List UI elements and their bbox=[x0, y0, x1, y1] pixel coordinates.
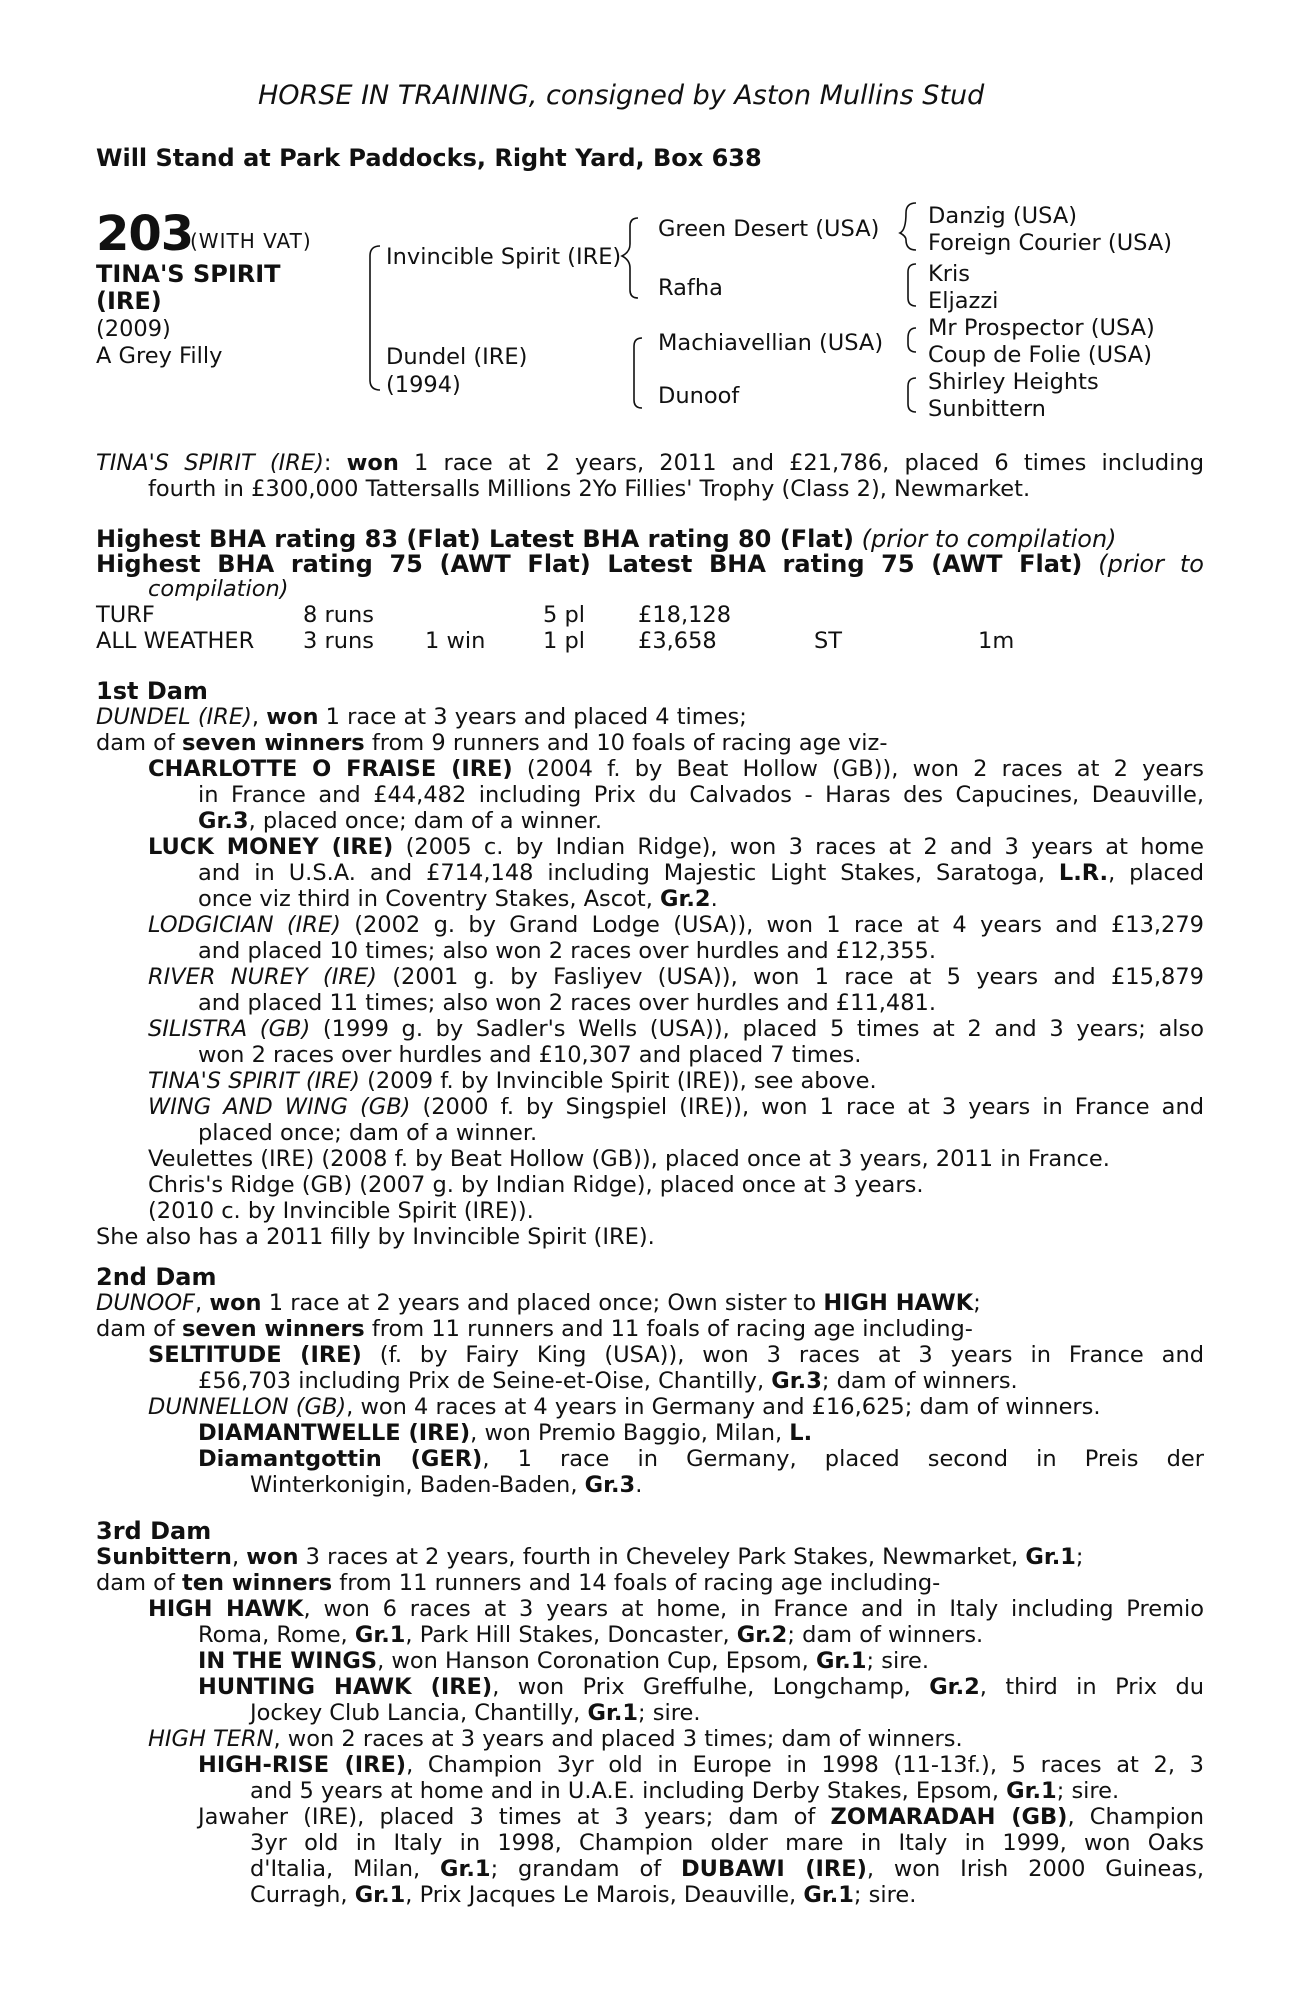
second-dam-line: £56,703 including Prix de Seine-et-Oise, Chantilly, Gr.3; dam of winners. bbox=[198, 1368, 1018, 1394]
page-title: HORSE IN TRAINING, consigned by Aston Mullins Stud bbox=[258, 80, 985, 111]
first-dam-line: once viz third in Coventry Stakes, Ascot, Gr.2. bbox=[198, 886, 718, 912]
pedigree-dsd: Coup de Folie (USA) bbox=[928, 342, 1152, 368]
stats-aw-placed: 1 pl bbox=[543, 628, 586, 654]
stats-aw-runs: 3 runs bbox=[303, 628, 374, 654]
second-dam-line: Diamantgottin (GER), 1 race in Germany, placed second in Preis der bbox=[198, 1446, 1205, 1472]
first-dam-line: (2010 c. by Invincible Spirit (IRE)). bbox=[148, 1198, 534, 1224]
stats-aw-distance: 1m bbox=[978, 628, 1015, 654]
pedigree-dam-dam: Dunoof bbox=[658, 383, 740, 409]
pedigree-sire: Invincible Spirit (IRE) bbox=[386, 244, 622, 270]
pedigree-dam: Dundel (IRE) bbox=[386, 344, 528, 370]
second-dam-line: DIAMANTWELLE (IRE), won Premio Baggio, Milan, L. bbox=[198, 1420, 813, 1446]
first-dam-line: and placed 10 times; also won 2 races over hurdles and £12,355. bbox=[198, 938, 937, 964]
second-dam-heading: 2nd Dam bbox=[96, 1263, 217, 1291]
summary-line-2: fourth in £300,000 Tattersalls Millions 2Yo Fillies' Trophy (Class 2), Newmarket. bbox=[148, 476, 1031, 502]
stats-turf-runs: 8 runs bbox=[303, 602, 374, 628]
first-dam-line: DUNDEL (IRE), won 1 race at 3 years and placed 4 times; bbox=[96, 704, 747, 730]
second-dam-line: DUNOOF, won 1 race at 2 years and placed once; Own sister to HIGH HAWK; bbox=[96, 1290, 981, 1316]
lot-number: 203 bbox=[96, 206, 194, 262]
first-dam-heading: 1st Dam bbox=[96, 677, 208, 705]
pedigree-sire-dam: Rafha bbox=[658, 275, 723, 301]
first-dam-line: Chris's Ridge (GB) (2007 g. by Indian Ridge), placed once at 3 years. bbox=[148, 1172, 924, 1198]
third-dam-line: HIGH TERN, won 2 races at 3 years and placed 3 times; dam of winners. bbox=[148, 1726, 963, 1752]
third-dam-line: Curragh, Gr.1, Prix Jacques Le Marois, Deauville, Gr.1; sire. bbox=[250, 1882, 917, 1908]
second-dam-line: DUNNELLON (GB), won 4 races at 4 years in Germany and £16,625; dam of winners. bbox=[148, 1394, 1101, 1420]
third-dam-line: HUNTING HAWK (IRE), won Prix Greffulhe, Longchamp, Gr.2, third in Prix du bbox=[198, 1674, 1204, 1700]
second-dam-line: dam of seven winners from 11 runners and 11 foals of racing age including- bbox=[96, 1316, 973, 1342]
stats-turf-surface: TURF bbox=[96, 602, 155, 628]
third-dam-line: HIGH-RISE (IRE), Champion 3yr old in Europe in 1998 (11-13f.), 5 races at 2, 3 bbox=[198, 1752, 1205, 1778]
stats-aw-wins: 1 win bbox=[425, 628, 486, 654]
pedigree-sire-sire: Green Desert (USA) bbox=[658, 216, 880, 242]
third-dam-line: Jockey Club Lancia, Chantilly, Gr.1; sire. bbox=[250, 1700, 701, 1726]
first-dam-line: Gr.3, placed once; dam of a winner. bbox=[198, 808, 603, 834]
first-dam-line: SILISTRA (GB) (1999 g. by Sadler's Wells (USA)), placed 5 times at 2 and 3 years; also bbox=[148, 1016, 1204, 1042]
first-dam-line: and in U.S.A. and £714,148 including Majestic Light Stakes, Saratoga, L.R., placed bbox=[198, 860, 1204, 886]
first-dam-line: CHARLOTTE O FRAISE (IRE) (2004 f. by Beat Hollow (GB)), won 2 races at 2 years bbox=[148, 756, 1204, 782]
pedigree-dam-year: (1994) bbox=[386, 372, 461, 398]
first-dam-line: LUCK MONEY (IRE) (2005 c. by Indian Ridge), won 3 races at 2 and 3 years at home bbox=[148, 834, 1204, 860]
first-dam-line: WING AND WING (GB) (2000 f. by Singspiel (IRE)), won 1 race at 3 years in France and bbox=[148, 1094, 1204, 1120]
first-dam-line: placed once; dam of a winner. bbox=[198, 1120, 538, 1146]
third-dam-line: dam of ten winners from 11 runners and 14 foals of racing age including- bbox=[96, 1570, 941, 1596]
pedigree-sss: Danzig (USA) bbox=[928, 203, 1077, 229]
birth-year: (2009) bbox=[96, 316, 171, 342]
first-dam-line: in France and £44,482 including Prix du Calvados - Haras des Capucines, Deauville, bbox=[198, 782, 1204, 808]
third-dam-line: 3yr old in Italy in 1998, Champion older mare in Italy in 1999, won Oaks bbox=[250, 1830, 1204, 1856]
first-dam-line: TINA'S SPIRIT (IRE) (2009 f. by Invincible Spirit (IRE)), see above. bbox=[148, 1068, 877, 1094]
stand-location: Will Stand at Park Paddocks, Right Yard, Box 638 bbox=[96, 144, 762, 172]
pedigree-ddd: Sunbittern bbox=[928, 396, 1046, 422]
third-dam-line: IN THE WINGS, won Hanson Coronation Cup, Epsom, Gr.1; sire. bbox=[198, 1648, 929, 1674]
pedigree-sdd: Eljazzi bbox=[928, 288, 999, 314]
pedigree-ssd: Foreign Courier (USA) bbox=[928, 230, 1173, 256]
rating-awt-note: compilation) bbox=[148, 576, 289, 602]
third-dam-line: d'Italia, Milan, Gr.1; grandam of DUBAWI (IRE), won Irish 2000 Guineas, bbox=[250, 1856, 1205, 1882]
second-dam-line: Winterkonigin, Baden-Baden, Gr.3. bbox=[250, 1472, 643, 1498]
first-dam-line: RIVER NUREY (IRE) (2001 g. by Fasliyev (USA)), won 1 race at 5 years and £15,879 bbox=[148, 964, 1204, 990]
first-dam-line: dam of seven winners from 9 runners and 10 foals of racing age viz- bbox=[96, 730, 888, 756]
third-dam-line: Sunbittern, won 3 races at 2 years, fourth in Cheveley Park Stakes, Newmarket, Gr.1; bbox=[96, 1544, 1084, 1570]
rating-awt: Highest BHA rating 75 (AWT Flat) Latest BHA rating 75 (AWT Flat) (prior to bbox=[96, 550, 1204, 578]
vat-note: (WITH VAT) bbox=[190, 229, 312, 253]
stats-aw-prize: £3,658 bbox=[638, 628, 717, 654]
second-dam-line: SELTITUDE (IRE) (f. by Fairy King (USA)), won 3 races at 3 years in France and bbox=[148, 1342, 1204, 1368]
first-dam-line: LODGICIAN (IRE) (2002 g. by Grand Lodge (USA)), won 1 race at 4 years and £13,279 bbox=[148, 912, 1204, 938]
third-dam-line: and 5 years at home and in U.A.E. including Derby Stakes, Epsom, Gr.1; sire. bbox=[250, 1778, 1120, 1804]
first-dam-line: Veulettes (IRE) (2008 f. by Beat Hollow (GB)), placed once at 3 years, 2011 in France. bbox=[148, 1146, 1110, 1172]
third-dam-line: HIGH HAWK, won 6 races at 3 years at home, in France and in Italy including Premio bbox=[148, 1596, 1205, 1622]
horse-origin: (IRE) bbox=[96, 287, 162, 315]
stats-turf-prize: £18,128 bbox=[638, 602, 732, 628]
pedigree-sds: Kris bbox=[928, 261, 970, 287]
stats-turf-placed: 5 pl bbox=[543, 602, 586, 628]
horse-description: A Grey Filly bbox=[96, 343, 223, 369]
third-dam-heading: 3rd Dam bbox=[96, 1517, 212, 1545]
third-dam-line: Jawaher (IRE), placed 3 times at 3 years; dam of ZOMARADAH (GB), Champion bbox=[198, 1804, 1204, 1830]
first-dam-line: She also has a 2011 filly by Invincible Spirit (IRE). bbox=[96, 1224, 655, 1250]
summary-line-1: TINA'S SPIRIT (IRE): won 1 race at 2 years, 2011 and £21,786, placed 6 times including bbox=[96, 450, 1205, 476]
rating-flat: Highest BHA rating 83 (Flat) Latest BHA rating 80 (Flat) (prior to compilation) bbox=[96, 525, 1117, 553]
pedigree-dam-sire: Machiavellian (USA) bbox=[658, 330, 884, 356]
first-dam-line: won 2 races over hurdles and £10,307 and placed 7 times. bbox=[198, 1042, 862, 1068]
pedigree-dds: Shirley Heights bbox=[928, 369, 1099, 395]
first-dam-line: and placed 11 times; also won 2 races over hurdles and £11,481. bbox=[198, 990, 937, 1016]
stats-aw-surface: ALL WEATHER bbox=[96, 628, 255, 654]
horse-name: TINA'S SPIRIT bbox=[96, 260, 281, 288]
stats-aw-track: ST bbox=[814, 628, 843, 654]
pedigree-dss: Mr Prospector (USA) bbox=[928, 315, 1155, 341]
third-dam-line: Roma, Rome, Gr.1, Park Hill Stakes, Doncaster, Gr.2; dam of winners. bbox=[198, 1622, 984, 1648]
